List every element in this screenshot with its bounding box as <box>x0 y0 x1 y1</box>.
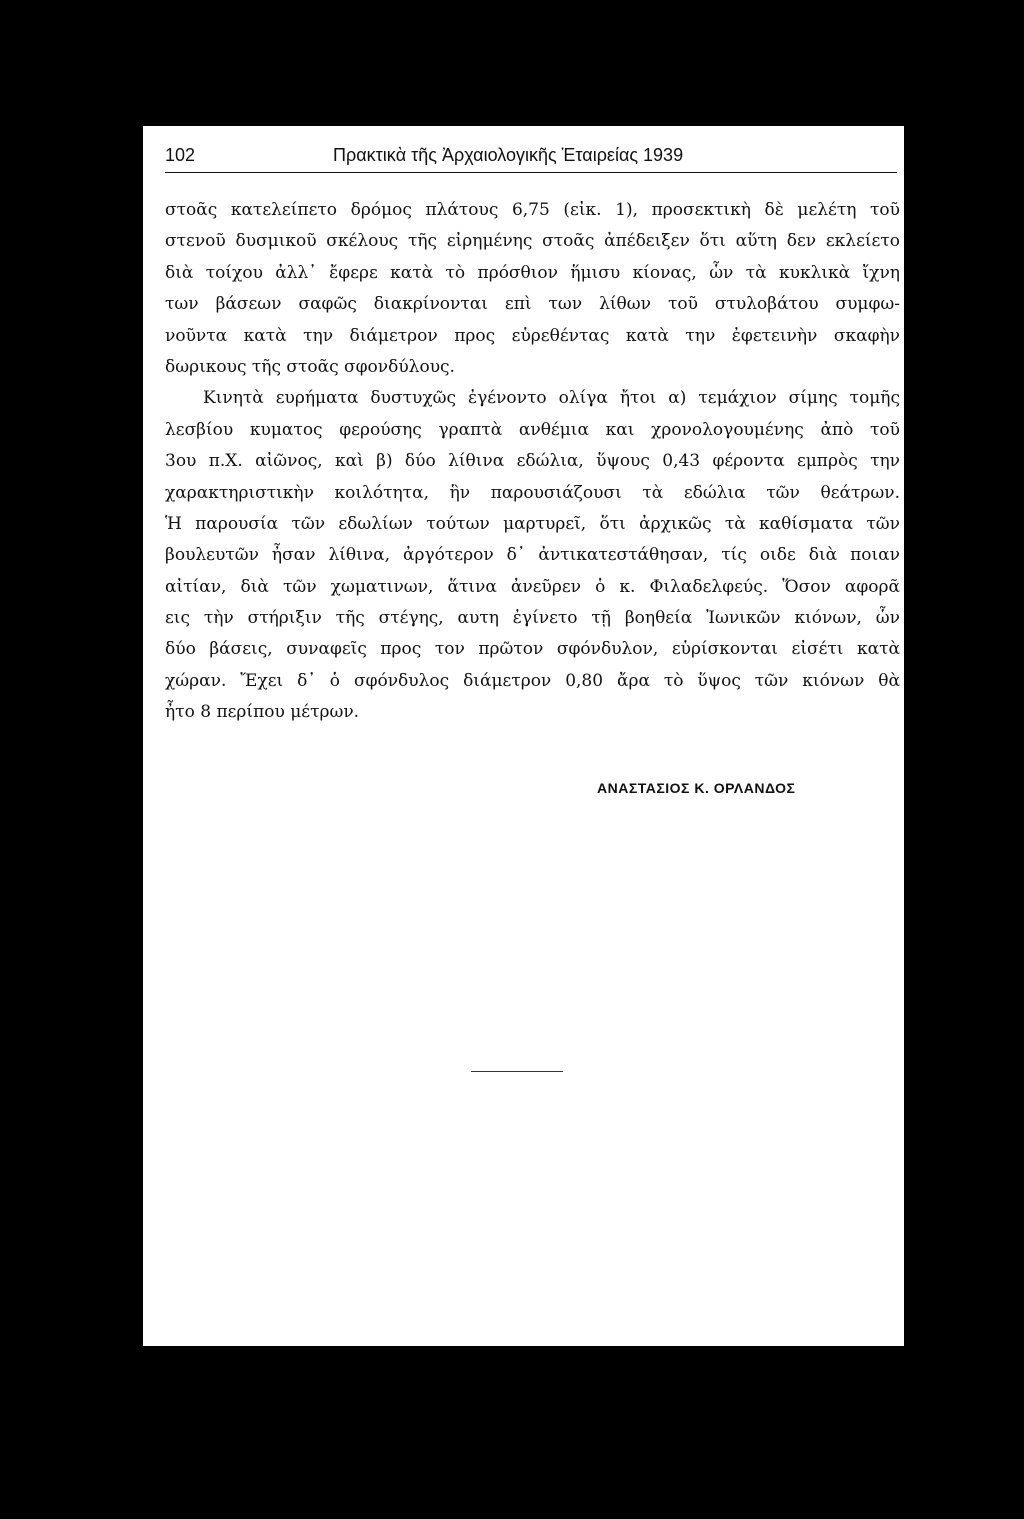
section-divider <box>471 1071 563 1072</box>
text-line: αἰτίαν, διὰ τῶν χωματινων, ἅτινα ἀνεῦρεν ὁ κ. Φιλαδελφεύς. Ὅσον αφορᾶ <box>165 576 900 597</box>
text-line: των βάσεων σαφῶς διακρίνονται επὶ των λίθων τοῦ στυλοβάτου συμφω- <box>165 294 900 315</box>
text-line: νοῦντα κατὰ την διάμετρον προς εὑρεθέντας κατὰ την ἐφετεινὴν σκαφὴν <box>165 325 900 346</box>
text-line: βουλευτῶν ἦσαν λίθινα, ἀργότερον δ᾽ ἀντικατεστάθησαν, τίς οιδε διὰ ποιαν <box>165 545 900 566</box>
text-line: χαρακτηριστικὴν κοιλότητα, ἣν παρουσιάζουσι τὰ εδώλια τῶν θεάτρων. <box>165 482 900 503</box>
text-line: 3ου π.Χ. αἰῶνος, καὶ β) δύο λίθινα εδώλια, ὕψους 0,43 φέροντα εμπρὸς την <box>165 451 900 472</box>
text-line: ἦτο 8 περίπου μέτρων. <box>165 702 360 723</box>
text-line: λεσβίου κυματος φερούσης γραπτὰ ανθέμια και χρονολογουμένης ἀπὸ τοῦ <box>165 419 900 440</box>
text-line: δωρικους τῆς στοᾶς σφονδύλους. <box>165 356 455 377</box>
text-line: Ἡ παρουσία τῶν εδωλίων τούτων μαρτυρεῖ, ὅτι ἀρχικῶς τὰ καθίσματα τῶν <box>165 513 900 534</box>
author-signature: ΑΝΑΣΤΑΣΙΟΣ Κ. ΟΡΛΑΝΔΟΣ <box>597 780 796 796</box>
text-line: χώραν. Ἔχει δ᾽ ὁ σφόνδυλος διάμετρον 0,80 ἄρα τὸ ὕψος τῶν κιόνων θὰ <box>165 670 900 691</box>
page-header <box>165 145 890 175</box>
body-text <box>165 195 900 729</box>
header-rule <box>165 172 897 173</box>
text-line: εις τὴν στήριξιν τῆς στέγης, αυτη ἐγίνετο τῇ βοηθεία Ἰωνικῶν κιόνων, ὧν <box>165 608 900 629</box>
page-number: 102 <box>165 145 196 165</box>
text-line: στενοῦ δυσμικοῦ σκέλους τῆς εἰρημένης στοᾶς ἀπέδειξεν ὅτι αὕτη δεν εκλείετο <box>165 231 900 252</box>
text-line: διὰ τοίχου ἀλλ᾽ ἔφερε κατὰ τὸ πρόσθιον ἥμισυ κίονας, ὧν τὰ κυκλικὰ ἴχνη <box>165 262 900 283</box>
text-line: δύο βάσεις, συναφεῖς προς τον πρῶτον σφόνδυλον, εὑρίσκονται εἰσέτι κατὰ <box>165 639 900 660</box>
text-line: Κινητὰ ευρήματα δυστυχῶς ἐγένοντο ολίγα ἤτοι α) τεμάχιον σίμης τομῆς <box>203 388 900 409</box>
running-title: Πρακτικὰ τῆς Ἀρχαιολογικῆς Ἑταιρείας 1939 <box>333 145 684 165</box>
text-line: στοᾶς κατελείπετο δρόμος πλάτους 6,75 (εἰκ. 1), προσεκτικὴ δὲ μελέτη τοῦ <box>165 200 900 220</box>
